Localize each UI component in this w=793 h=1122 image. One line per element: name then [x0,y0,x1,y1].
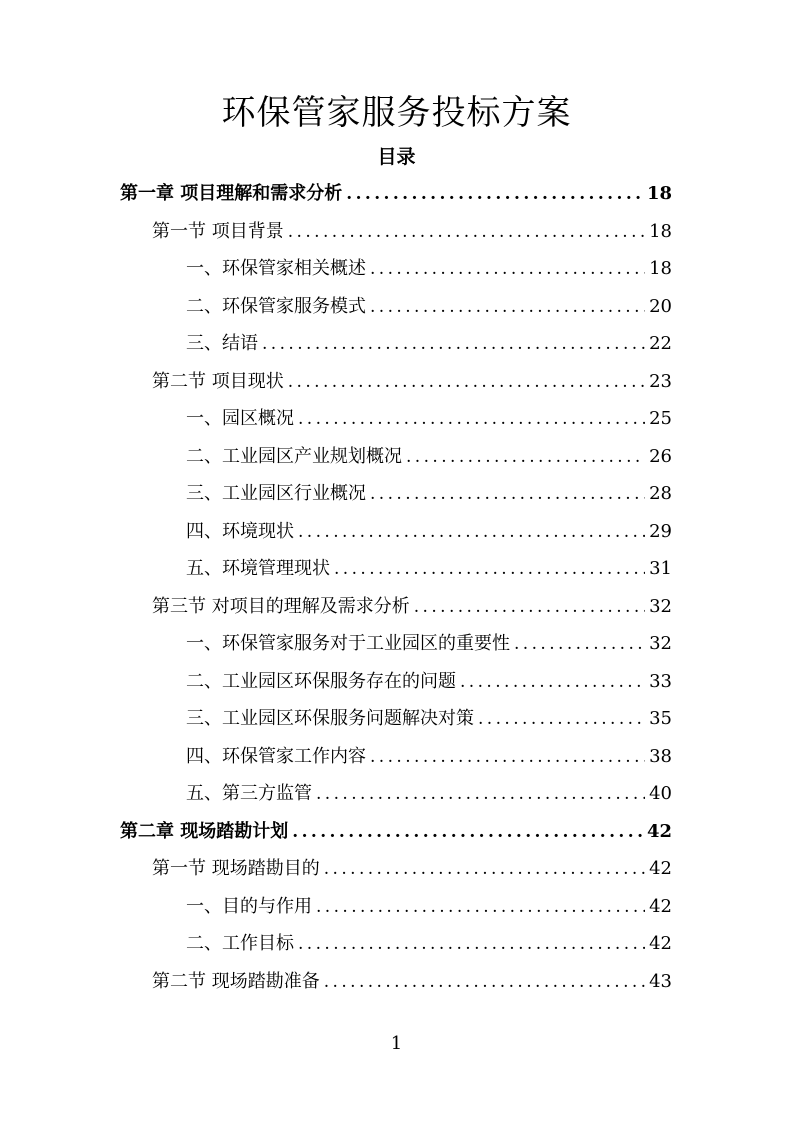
toc-dot-leader [298,926,645,963]
toc-entry-page: 28 [649,483,672,504]
toc-entry-page: 42 [649,858,672,879]
toc-entry-title: 五、环境管理现状 [186,558,330,579]
toc-entry-title: 第一章 项目理解和需求分析 [120,183,343,204]
toc-entry-page: 22 [649,333,672,354]
toc-heading: 目录 [377,146,416,168]
toc-dot-leader [478,701,645,738]
toc-dot-leader [292,814,643,851]
toc-entry-page: 20 [649,295,672,317]
toc-entry-page: 42 [649,895,672,917]
toc-entry-page: 26 [649,445,672,467]
toc-entry[interactable] [186,513,672,550]
toc-entry[interactable] [186,475,672,512]
toc-entry-title: 二、环保管家服务模式 [186,295,366,317]
toc-entry-title: 二、工业园区产业规划概况 [186,445,402,467]
toc-entry-page: 35 [649,708,672,729]
toc-entry-title: 第二节 项目现状 [152,370,284,392]
toc-entry-title: 第三节 对项目的理解及需求分析 [152,595,410,617]
toc-entry-page: 23 [649,370,672,392]
toc-entry-title: 第二节 现场踏勘准备 [152,970,320,992]
toc-entry-title: 第一节 现场踏勘目的 [152,858,320,879]
toc-entry[interactable] [186,888,672,925]
toc-entry-page: 25 [649,408,672,429]
toc-entry-title: 一、环保管家服务对于工业园区的重要性 [186,633,510,654]
toc-entry-title: 二、工业园区环保服务存在的问题 [186,670,456,692]
toc-entry-page: 40 [649,783,672,804]
toc-dot-leader [324,851,645,888]
toc-entry[interactable] [152,963,672,1000]
toc-dot-leader [324,964,645,1001]
toc-entry-title: 四、环保管家工作内容 [186,745,366,767]
toc-dot-leader [370,739,645,776]
toc-entry-title: 四、环境现状 [186,520,294,542]
toc-dot-leader [298,514,645,551]
toc-dot-leader [460,664,645,701]
toc-entry-page: 42 [646,820,672,842]
toc-entry[interactable] [186,663,672,700]
toc-dot-leader [514,626,645,663]
toc-entry[interactable] [186,550,672,587]
toc-entry[interactable] [152,363,672,400]
toc-entry[interactable] [186,738,672,775]
toc-entry[interactable] [186,925,672,962]
document-title: 环保管家服务投标方案 [221,93,572,133]
toc-dot-leader [406,439,645,476]
toc-dot-leader [288,214,645,251]
toc-entry[interactable] [186,400,672,437]
toc-entry-page: 43 [649,970,672,992]
toc-dot-leader [288,364,645,401]
toc-entry-title: 二、工作目标 [186,933,294,954]
toc-dot-leader [316,776,645,813]
toc-entry-title: 一、环保管家相关概述 [186,258,366,279]
toc-entry-title: 三、工业园区环保服务问题解决对策 [186,708,474,729]
toc-dot-leader [316,889,645,926]
toc-entry[interactable] [186,325,672,362]
toc-entry-title: 三、工业园区行业概况 [186,483,366,504]
toc-entry[interactable] [186,438,672,475]
toc-entry-title: 一、目的与作用 [186,895,312,917]
toc-entry-title: 一、园区概况 [186,408,294,429]
toc-entry[interactable] [120,175,672,212]
toc-dot-leader [298,401,645,438]
toc-entry-page: 33 [649,670,672,692]
toc-entry[interactable] [186,775,672,812]
toc-dot-leader [334,551,645,588]
toc-entry[interactable] [186,288,672,325]
toc-dot-leader [370,251,645,288]
toc-entry-title: 五、第三方监管 [186,783,312,804]
toc-dot-leader [414,589,645,626]
toc-entry-page: 38 [649,745,672,767]
toc-entry[interactable] [152,213,672,250]
toc-entry-title: 第二章 现场踏勘计划 [120,820,289,842]
toc-entry-page: 31 [649,558,672,579]
toc-entry[interactable] [152,588,672,625]
toc-entry-page: 32 [649,633,672,654]
toc-entry-title: 三、结语 [186,333,258,354]
toc-entry-page: 18 [649,220,672,242]
toc-entry[interactable] [186,625,672,662]
page-number: 1 [390,1033,403,1054]
toc-dot-leader [370,289,645,326]
toc-entry-title: 第一节 项目背景 [152,220,284,242]
toc-entry-page: 42 [649,933,672,954]
toc-entry-page: 18 [649,258,672,279]
toc-entry-page: 18 [646,183,672,204]
toc-entry[interactable] [186,250,672,287]
toc-dot-leader [346,176,643,213]
toc-entry[interactable] [152,850,672,887]
toc-entry[interactable] [186,700,672,737]
toc-dot-leader [370,476,645,513]
toc-entry[interactable] [120,813,672,850]
toc-entry-page: 29 [649,520,672,542]
toc-entry-page: 32 [649,595,672,617]
toc-dot-leader [262,326,645,363]
